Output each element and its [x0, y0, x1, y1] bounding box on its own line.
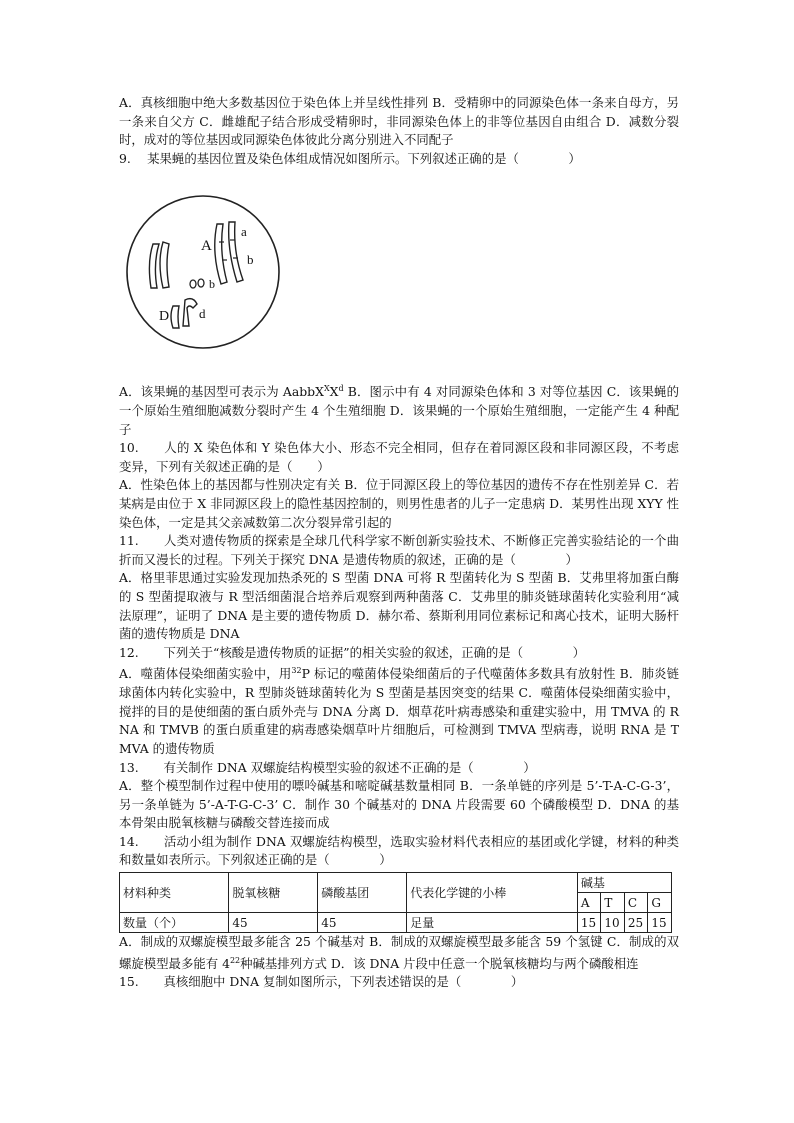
- chromosome-left-1: [149, 244, 159, 288]
- q14-options: A．制成的双螺旋模型最多能含 25 个碱基对 B．制成的双螺旋模型最多能含 59 个氢键 C．制成的双螺旋模型最多能有 $4^{22}$种碱基排列方式 D．该 DNA 片段中任意一个脱氧核糖均与两个磷酸相连: [119, 934, 679, 971]
- superscript-32: 32: [291, 666, 302, 676]
- header-deoxyribose: 脱氧核糖: [229, 873, 318, 913]
- value-bond-sticks: 足量: [407, 913, 578, 933]
- chromosome-d: [183, 299, 197, 326]
- q10-stem: 10. 人的 X 染色体和 Y 染色体大小、形态不完全相同，但存在着同源区段和非同源区段，不考虑变异，下列有关叙述正确的是（ ）: [119, 440, 679, 474]
- q14-stem: 14. 活动小组为制作 DNA 双螺旋结构模型，选取实验材料代表相应的基团或化学键，材料的种类和数量如表所示。下列叙述正确的是（ ）: [119, 833, 679, 868]
- value-G: 15: [648, 913, 672, 933]
- document-page: [119, 94, 679, 992]
- label-A: A: [201, 238, 212, 255]
- base-G: G: [648, 893, 672, 913]
- header-bond-sticks: 代表化学键的小棒: [407, 873, 578, 913]
- header-bases: 碱基: [577, 873, 671, 893]
- q9-options: A．该果蝇的基因型可表示为 $AabbX^XX^d$ B．图示中有 4 对同源染色体和 3 对等位基因 C．该果蝇的一个原始生殖细胞减数分裂时产生 4 个生殖细胞 D．该果蝇的一个原始生殖细胞，一定能产生 4 种配子: [119, 384, 679, 437]
- q15-stem: 15. 真核细胞中 DNA 复制如图所示，下列表述错误的是（ ）: [119, 974, 524, 990]
- value-T: 10: [601, 913, 625, 933]
- base-C: C: [624, 893, 648, 913]
- chromosome-D: [171, 306, 179, 328]
- superscript-X: X: [323, 384, 330, 394]
- q13-options: A．整个模型制作过程中使用的嘌呤碱基和嘧啶碱基数量相同 B．一条单链的序列是 5’-T-A-C-G-3’，另一条单链为 5’-A-T-G-C-3’ C．制作 30 个碱基对的 DNA 片段需要 60 个磷酸模型 D．DNA 的基本骨架由脱氧核糖与磷酸交替连接而成: [119, 778, 679, 831]
- dot-chromosome-2: [198, 279, 204, 287]
- row-label: 数量（个）: [120, 913, 229, 933]
- superscript-22: 22: [229, 955, 241, 965]
- chromosome-left-2: [160, 242, 169, 288]
- label-d: d: [199, 306, 206, 322]
- base-T: T: [601, 893, 625, 913]
- q8-options: A．真核细胞中绝大多数基因位于染色体上并呈线性排列 B．受精卵中的同源染色体一条来自母方，另一条来自父方 C．雌雄配子结合形成受精卵时，非同源染色体上的非等位基因自由组合 D．减数分裂时，成对的等位基因或同源染色体彼此分离分别进入不同配子: [119, 95, 679, 148]
- header-material: 材料种类: [120, 873, 229, 913]
- header-phosphate: 磷酸基团: [318, 873, 407, 913]
- q9-stem: 9. 某果蝇的基因位置及染色体组成情况如图所示。下列叙述正确的是（ ）: [119, 150, 581, 166]
- q11-options: A．格里菲思通过实验发现加热杀死的 S 型菌 DNA 可将 R 型菌转化为 S 型菌 B．艾弗里将加蛋白酶的 S 型菌提取液与 R 型活细菌混合培养后观察到两种菌落 C．艾弗里的肺炎链球菌转化实验利用“减法原理”，证明了 DNA 是主要的遗传物质 D．赫尔希、蔡斯利用同位素标记和离心技术，证明大肠杆菌的遗传物质是 DNA: [119, 570, 679, 642]
- q12-stem: 12. 下列关于“核酸是遗传物质的证据”的相关实验的叙述，正确的是（ ）: [119, 644, 586, 660]
- label-a: a: [241, 224, 247, 240]
- q10-options: A．性染色体上的基因都与性别决定有关 B．位于同源区段上的等位基因的遗传不存在性别差异 C．若某病是由位于 X 非同源区段上的隐性基因控制的，则男性患者的儿子一定患病 D．某男性出现 XYY 性染色体，一定是其父亲减数第二次分裂异常引起的: [119, 477, 679, 530]
- q12-options: A．噬菌体侵染细菌实验中，用$^{32}$P 标记的噬菌体侵染细菌后的子代噬菌体多数具有放射性 B．肺炎链球菌体内转化实验中，R 型肺炎链球菌转化为 S 型菌是基因突变的结果 C．噬菌体侵染细菌实验中，搅拌的目的是使细菌的蛋白质外壳与 DNA 分离 D．烟草花叶病毒感染和重建实验中，用 TMVA 的 RNA 和 TMVB 的蛋白质重建的病毒感染烟草叶片细胞后，可检测到 TMVA 型病毒，说明 RNA 是 TMVA 的遗传物质: [119, 666, 679, 756]
- label-D: D: [159, 309, 170, 325]
- dot-chromosome-1: [190, 280, 196, 288]
- label-b-right: b: [247, 252, 254, 268]
- base-A: A: [577, 893, 601, 913]
- value-C: 25: [624, 913, 648, 933]
- fruit-fly-chromosome-figure: [123, 192, 283, 352]
- value-phosphate: 45: [318, 913, 407, 933]
- value-deoxyribose: 45: [229, 913, 318, 933]
- superscript-d: d: [338, 384, 344, 394]
- q11-stem: 11. 人类对遗传物质的探索是全球几代科学家不断创新实验技术、不断修正完善实验结论的一个曲折而又漫长的过程。下列关于探究 DNA 是遗传物质的叙述，正确的是（ ）: [119, 533, 679, 567]
- label-b-left: b: [209, 277, 215, 292]
- q13-stem: 13. 有关制作 DNA 双螺旋结构模型实验的叙述不正确的是（ ）: [119, 759, 536, 775]
- value-A: 15: [577, 913, 601, 933]
- materials-table: [119, 872, 672, 933]
- chromosome-A: [215, 224, 227, 284]
